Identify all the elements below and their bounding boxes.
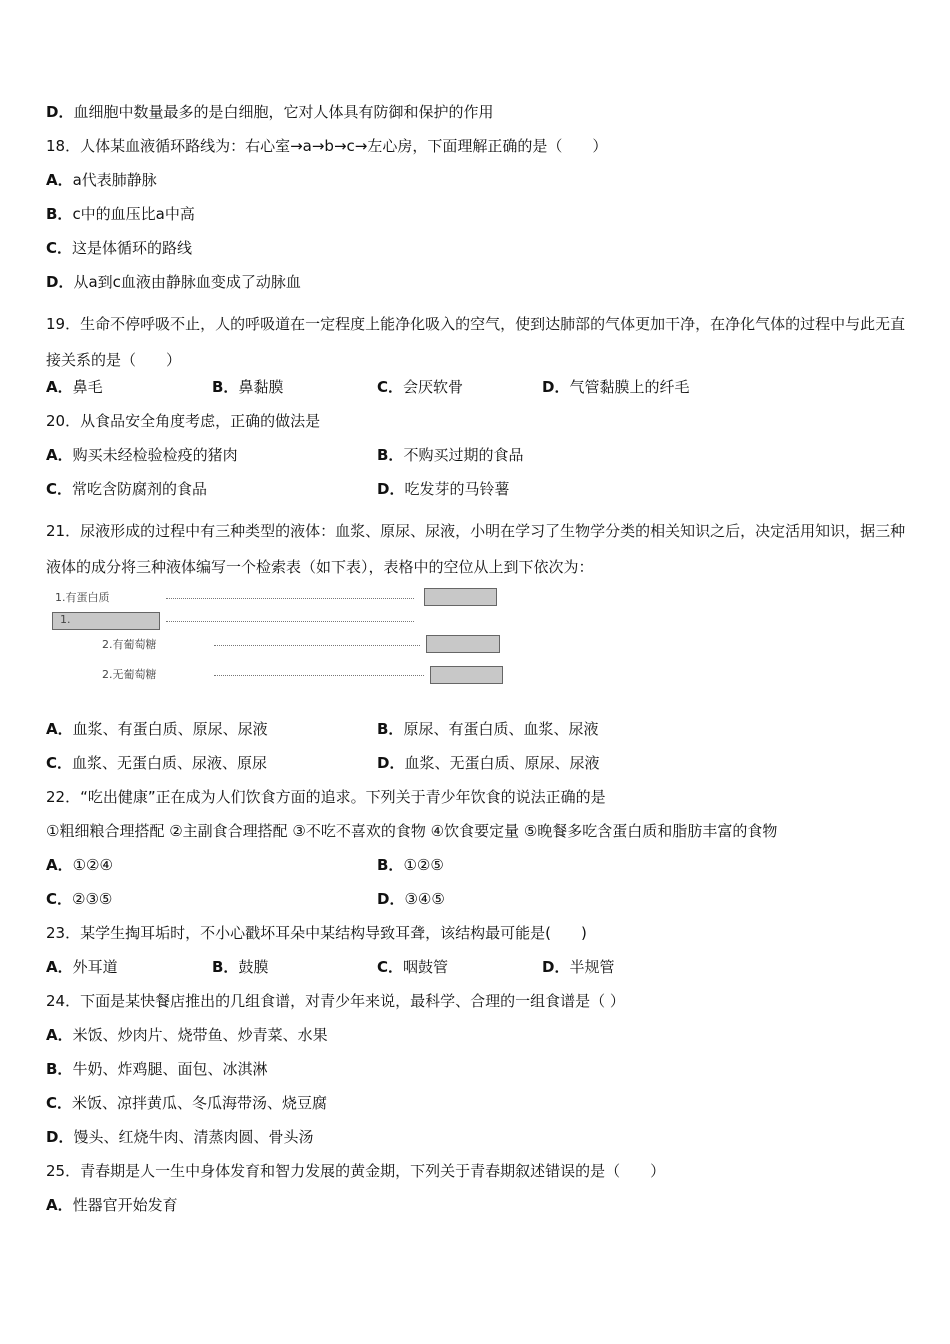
q20-option-c: C．常吃含防腐剂的食品 — [46, 480, 208, 498]
q20-option-a: A．购买未经检验检疫的猪肉 — [46, 446, 238, 464]
key-leader-3 — [214, 645, 420, 646]
q22-option-b: B．①②⑤ — [377, 856, 444, 874]
q25-stem: 25．青春期是人一生中身体发育和智力发展的黄金期，下列关于青春期叙述错误的是（ ） — [46, 1162, 666, 1180]
key-blank-4 — [430, 666, 503, 684]
q18-option-d: D．从a到c血液由静脉血变成了动脉血 — [46, 273, 301, 291]
key-row-4: 2.无葡萄糖 — [102, 668, 157, 681]
q18-stem: 18．人体某血液循环路线为：右心室→a→b→c→左心房，下面理解正确的是（ ） — [46, 137, 608, 155]
q25-option-a: A．性器官开始发育 — [46, 1196, 178, 1214]
q23-option-d: D．半规管 — [542, 958, 615, 976]
q23-option-c: C．咽鼓管 — [377, 958, 449, 976]
q20-stem: 20．从食品安全角度考虑，正确的做法是 — [46, 412, 321, 430]
q19-option-a: A．鼻毛 — [46, 378, 103, 396]
q21-option-c: C．血浆、无蛋白质、尿液、原尿 — [46, 754, 268, 772]
q24-option-c: C．米饭、凉拌黄瓜、冬瓜海带汤、烧豆腐 — [46, 1094, 328, 1112]
q17-option-d: D．血细胞中数量最多的是白细胞，它对人体具有防御和保护的作用 — [46, 103, 494, 121]
q21-option-b: B．原尿、有蛋白质、血浆、尿液 — [377, 720, 599, 738]
key-blank-3 — [426, 635, 500, 653]
q22-option-a: A．①②④ — [46, 856, 113, 874]
q22-items: ①粗细粮合理搭配 ②主副食合理搭配 ③不吃不喜欢的食物 ④饮食要定量 ⑤晚餐多吃含蛋白质和脂肪丰富的食物 — [46, 822, 778, 840]
q24-option-b: B．牛奶、炸鸡腿、面包、冰淇淋 — [46, 1060, 268, 1078]
key-leader-4 — [214, 675, 424, 676]
q19-option-d: D．气管黏膜上的纤毛 — [542, 378, 690, 396]
q19-stem: 19．生命不停呼吸不止，人的呼吸道在一定程度上能净化吸入的空气，使到达肺部的气体更加干净，在净化气体的过程中与此无直接关系的是（ ） — [46, 315, 906, 369]
q21-option-a: A．血浆、有蛋白质、原尿、尿液 — [46, 720, 268, 738]
q24-option-a: A．米饭、炒肉片、烧带鱼、炒青菜、水果 — [46, 1026, 328, 1044]
key-row-3: 2.有葡萄糖 — [102, 638, 157, 651]
q18-option-a: A．a代表肺静脉 — [46, 171, 157, 189]
q23-stem: 23．某学生掏耳垢时，不小心戳坏耳朵中某结构导致耳聋，该结构最可能是( ) — [46, 924, 587, 942]
q22-stem: 22．“吃出健康”正在成为人们饮食方面的追求。下列关于青少年饮食的说法正确的是 — [46, 788, 606, 806]
q21-option-d: D．血浆、无蛋白质、原尿、尿液 — [377, 754, 600, 772]
q22-option-c: C．②③⑤ — [46, 890, 113, 908]
q18-option-b: B．c中的血压比a中高 — [46, 205, 195, 223]
q22-option-d: D．③④⑤ — [377, 890, 445, 908]
q24-stem: 24．下面是某快餐店推出的几组食谱，对青少年来说，最科学、合理的一组食谱是（ ） — [46, 992, 625, 1010]
key-row-2: 1. — [60, 613, 71, 626]
q18-option-c: C．这是体循环的路线 — [46, 239, 193, 257]
q24-option-d: D．馒头、红烧牛肉、清蒸肉圆、骨头汤 — [46, 1128, 314, 1146]
q19-option-b: B．鼻黏膜 — [212, 378, 284, 396]
key-leader-1 — [166, 598, 414, 599]
q20-option-d: D．吃发芽的马铃薯 — [377, 480, 510, 498]
key-blank-1 — [424, 588, 497, 606]
key-leader-2 — [166, 621, 414, 622]
q20-option-b: B．不购买过期的食品 — [377, 446, 524, 464]
q19-option-c: C．会厌软骨 — [377, 378, 464, 396]
q23-option-b: B．鼓膜 — [212, 958, 269, 976]
key-row-1: 1.有蛋白质 — [55, 591, 110, 604]
q21-stem: 21．尿液形成的过程中有三种类型的液体：血浆、原尿、尿液，小明在学习了生物学分类的相关知识之后，决定活用知识，据三种液体的成分将三种液体编写一个检索表（如下表），表格中的空位从上到下依次为： — [46, 522, 906, 576]
q23-option-a: A．外耳道 — [46, 958, 118, 976]
